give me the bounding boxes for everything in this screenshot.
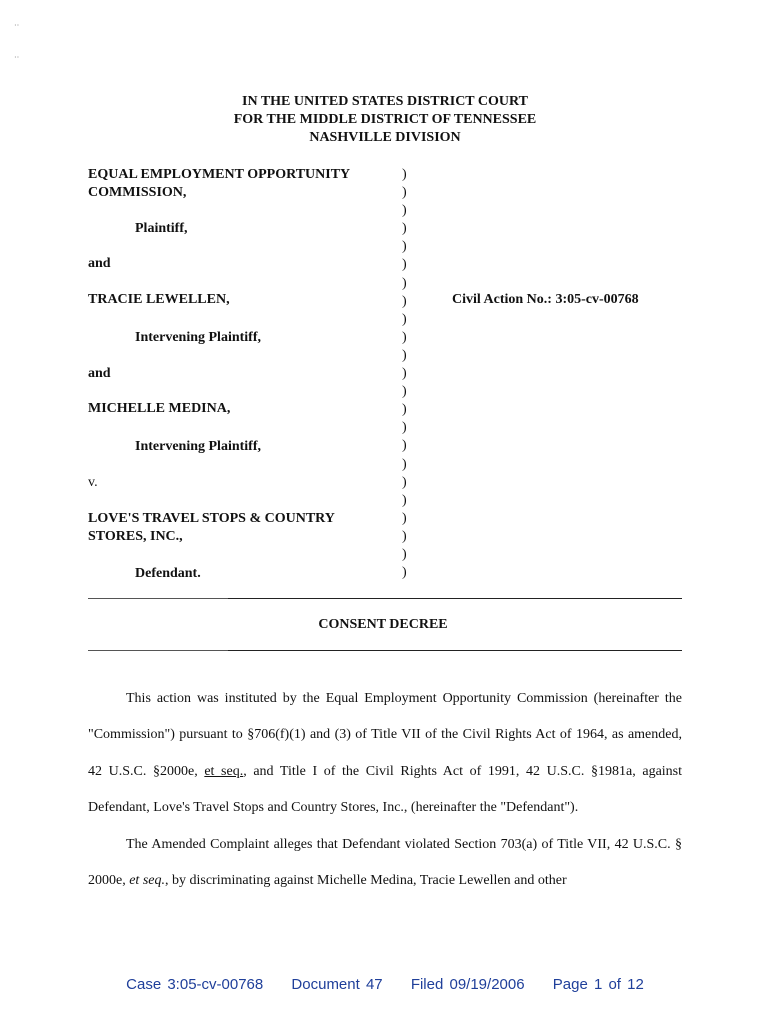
defendant-name	[88, 510, 335, 546]
plaintiff-name-line2: COMMISSION,	[88, 185, 187, 200]
ecf-footer	[0, 976, 770, 993]
et-seq-citation: et seq.	[204, 763, 244, 779]
intervenor-lewellen-name: TRACIE LEWELLEN,	[88, 292, 230, 307]
footer-page-number: Page 1 of 12	[552, 976, 644, 993]
court-district-line: FOR THE MIDDLE DISTRICT OF TENNESSEE	[233, 112, 537, 127]
title-bottom-rule	[88, 650, 682, 651]
intervenor-medina-role: Intervening Plaintiff,	[135, 439, 261, 454]
versus: v.	[88, 475, 98, 490]
paragraph-2-text-a: The Amended Complaint alleges that Defendant violated Section 703(a) of Title VII, 42 U.S.C. § 2000e,	[88, 836, 682, 889]
plaintiff-name	[88, 166, 350, 202]
defendant-name-line1: LOVE'S TRAVEL STOPS & COUNTRY	[88, 511, 335, 526]
plaintiff-role: Plaintiff,	[135, 221, 188, 236]
paragraph-2-text-b: , by discriminating against Michelle Medina, Tracie Lewellen and other	[164, 873, 567, 889]
and-connector: and	[88, 366, 111, 381]
court-name-line: IN THE UNITED STATES DISTRICT COURT	[242, 94, 528, 109]
defendant-name-line2: STORES, INC.,	[88, 529, 183, 544]
intervenor-lewellen-role: Intervening Plaintiff,	[135, 330, 261, 345]
paragraph-1	[88, 681, 682, 827]
and-connector: and	[88, 256, 111, 271]
paragraph-2	[88, 827, 682, 900]
intervenor-medina-name: MICHELLE MEDINA,	[88, 401, 231, 416]
document-title: CONSENT DECREE	[318, 617, 448, 632]
body-text	[88, 681, 682, 899]
footer-filed-date: Filed 09/19/2006	[410, 976, 525, 993]
plaintiff-name-line1: EQUAL EMPLOYMENT OPPORTUNITY	[88, 167, 351, 182]
caption-parentheses: ) ) ) ) ) ) ) ) ) ) ) ) ) ) ) ) ) ) ) ) ) ) )	[402, 167, 407, 581]
footer-document-number: Document 47	[291, 976, 383, 993]
court-division-line: NASHVILLE DIVISION	[309, 130, 461, 145]
paragraph-1-text-a: This action was instituted by the Equal Employment Opportunity Commission (hereinafter the "Commission") pursuant to §706(f)(1) and (3) of Title VII of the Civil Rights Act of 1964, as amended, 42 U.S.C. §2000e,	[88, 691, 682, 779]
scan-artifacts: ·· ··	[14, 21, 20, 62]
paragraph-1-text-b: , and Title I of the Civil Rights Act of 1991, 42 U.S.C. §1981a, against Defendant, Love's Travel Stops and Country Stores, Inc., (hereinafter the "Defendant").	[88, 763, 683, 816]
footer-case-number: Case 3:05-cv-00768	[126, 976, 264, 993]
title-top-rule	[88, 598, 682, 599]
et-seq-citation: et seq.	[129, 873, 165, 889]
civil-action-number: Civil Action No.: 3:05-cv-00768	[452, 292, 639, 307]
defendant-role: Defendant.	[135, 566, 201, 581]
